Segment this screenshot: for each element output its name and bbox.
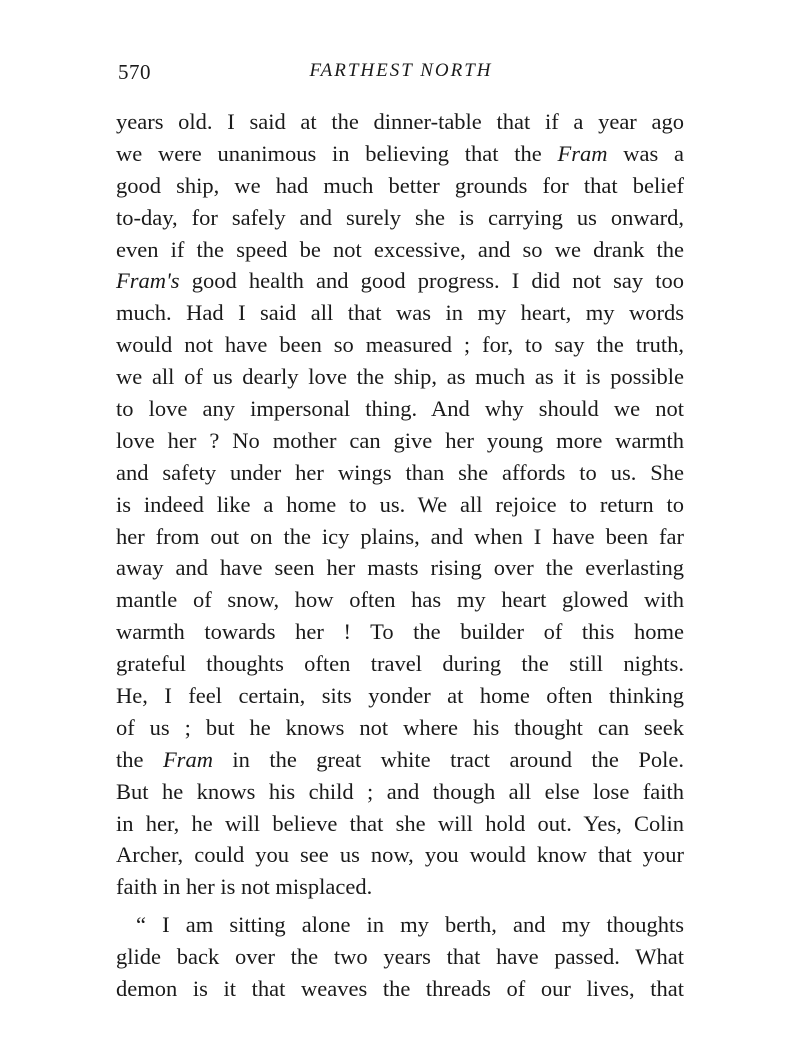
text-run: her from out on the icy plains, and when I have been far bbox=[116, 523, 684, 549]
text-run: demon is it that weaves the threads of our lives, that bbox=[116, 976, 684, 1002]
text-line bbox=[116, 265, 684, 297]
text-run: in her, he will believe that she will hold out. Yes, Colin bbox=[116, 810, 684, 836]
text-line bbox=[116, 106, 684, 138]
text-line bbox=[116, 170, 684, 202]
text-line bbox=[116, 941, 684, 973]
text-line bbox=[116, 361, 684, 393]
text-line bbox=[116, 909, 684, 941]
text-line bbox=[116, 393, 684, 425]
text-run: years old. I said at the dinner-table that if a year ago bbox=[116, 109, 684, 134]
text-run: to-day, for safely and surely she is carrying us onward, bbox=[116, 204, 684, 230]
text-run: of us ; but he knows not where his thought can seek bbox=[116, 714, 684, 740]
body-text bbox=[116, 106, 684, 1005]
text-line bbox=[116, 202, 684, 234]
text-run: He, I feel certain, sits yonder at home often thinking bbox=[116, 683, 684, 709]
text-run: even if the speed be not excessive, and so we drank the bbox=[116, 236, 684, 262]
text-run: is indeed like a home to us. We all rejoice to return to bbox=[116, 491, 684, 517]
text-line bbox=[116, 973, 684, 1005]
text-line bbox=[116, 648, 684, 680]
text-line bbox=[116, 839, 684, 871]
text-run: good health and good progress. I did not say too bbox=[179, 268, 684, 294]
text-line bbox=[116, 552, 684, 584]
text-run: warmth towards her ! To the builder of this home bbox=[116, 619, 684, 645]
text-line bbox=[116, 138, 684, 170]
italic-ship-name: Fram bbox=[557, 140, 608, 166]
text-run: and safety under her wings than she affords to us. She bbox=[116, 459, 684, 485]
text-run: love her ? No mother can give her young more warmth bbox=[116, 427, 684, 453]
text-run: glide back over the two years that have passed. What bbox=[116, 944, 684, 970]
text-line bbox=[116, 616, 684, 648]
text-run: in the great white tract around the Pole. bbox=[212, 746, 684, 772]
text-run: we all of us dearly love the ship, as much as it is possible bbox=[116, 364, 684, 390]
text-line bbox=[116, 425, 684, 457]
text-run: would not have been so measured ; for, to say the truth, bbox=[116, 332, 684, 358]
page-number: 570 bbox=[118, 60, 151, 84]
running-title: FARTHEST NORTH bbox=[309, 60, 493, 81]
running-head bbox=[118, 60, 684, 90]
text-line bbox=[116, 521, 684, 553]
text-run: But he knows his child ; and though all else lose faith bbox=[116, 778, 684, 804]
text-run: Archer, could you see us now, you would know that your bbox=[116, 842, 684, 868]
text-run: good ship, we had much better grounds for that belief bbox=[116, 172, 684, 198]
text-run: much. Had I said all that was in my heart, my words bbox=[116, 300, 684, 326]
text-line bbox=[116, 297, 684, 329]
text-line bbox=[116, 744, 684, 776]
text-run: was a bbox=[607, 140, 685, 166]
text-line bbox=[116, 584, 684, 616]
text-line bbox=[116, 808, 684, 840]
text-line bbox=[116, 234, 684, 266]
text-run: faith in her is not misplaced. bbox=[116, 874, 373, 900]
text-line bbox=[116, 329, 684, 361]
text-run: to love any impersonal thing. And why should we not bbox=[116, 396, 684, 422]
text-run: grateful thoughts often travel during the still nights. bbox=[116, 651, 684, 677]
text-run: “ I am sitting alone in my berth, and my thoughts bbox=[136, 912, 684, 938]
text-run: we were unanimous in believing that the bbox=[116, 140, 558, 166]
text-line bbox=[116, 489, 684, 521]
italic-ship-name: Fram's bbox=[116, 268, 180, 294]
text-run: away and have seen her masts rising over the everlasting bbox=[116, 555, 684, 581]
text-run: mantle of snow, how often has my heart glowed with bbox=[116, 587, 684, 613]
text-line bbox=[116, 871, 684, 903]
text-line bbox=[116, 776, 684, 808]
text-run: the bbox=[116, 746, 163, 772]
italic-ship-name: Fram bbox=[162, 746, 213, 772]
text-line bbox=[116, 712, 684, 744]
text-line bbox=[116, 457, 684, 489]
text-line bbox=[116, 680, 684, 712]
